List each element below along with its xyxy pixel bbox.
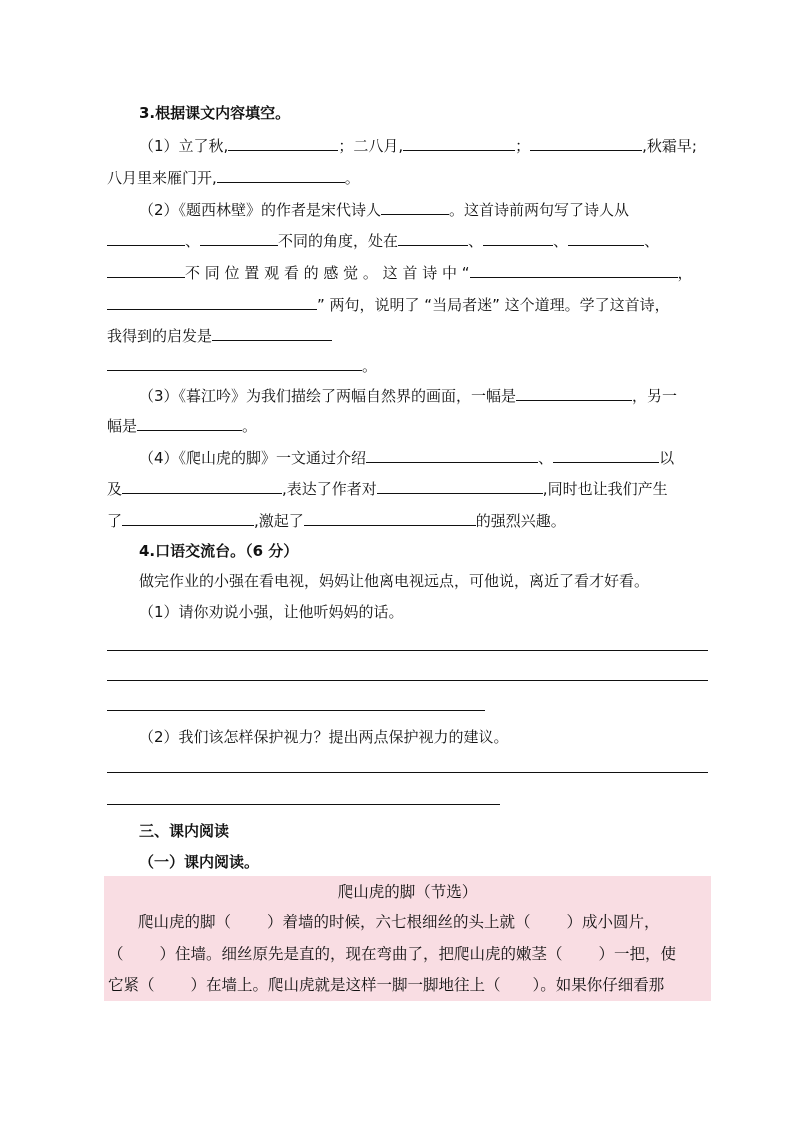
q3-item2-text-j: ” 两句，说明了 “当局者迷” 这个道理。学了这首诗， — [317, 296, 670, 314]
answer-line[interactable] — [107, 650, 708, 651]
q3-item1-text-d: ,秋霜早; — [642, 137, 697, 155]
q3-item4-line3 — [107, 510, 566, 531]
fill-blank[interactable] — [107, 355, 362, 371]
q3-item2-line4 — [107, 294, 670, 315]
fill-blank[interactable] — [228, 135, 338, 151]
q3-item4-text-h: ,激起了 — [254, 512, 304, 530]
fill-blank[interactable] — [483, 230, 553, 246]
passage-line-3-c: ）。如果你仔细看那 — [532, 976, 665, 994]
q3-item4-text-b: 、 — [538, 449, 554, 467]
q3-item4-line1 — [139, 447, 674, 468]
fill-blank[interactable] — [200, 230, 278, 246]
fill-blank[interactable] — [212, 325, 332, 341]
fill-blank[interactable] — [107, 294, 317, 310]
passage-line-1-a: 爬山虎的脚（ — [138, 913, 232, 931]
passage-line-2-a: （ — [108, 945, 124, 963]
passage-line-1-b: ）着墙的时候，六七根细丝的头上就（ — [267, 913, 531, 931]
q3-item2-text-f: 、 — [553, 232, 569, 250]
passage-line-3 — [108, 975, 664, 995]
q3-item2-text-d: 不同的角度，处在 — [278, 232, 399, 250]
q3-item1-text-c: ； — [515, 137, 531, 155]
q3-item1-text-f: 。 — [344, 169, 360, 187]
q3-item4-text-i: 的强烈兴趣。 — [475, 512, 566, 530]
q3-item4-line2 — [107, 478, 668, 499]
section3-subheading: （一）课内阅读。 — [139, 853, 260, 871]
passage-line-3-b: ）在墙上。爬山虎就是这样一脚一脚地往上（ — [190, 976, 501, 994]
section3-heading: 三、课内阅读 — [139, 822, 230, 840]
passage-line-2-b: ）住墙。细丝原先是直的，现在弯曲了，把爬山虎的嫩茎（ — [159, 945, 563, 963]
fill-blank[interactable] — [530, 135, 642, 151]
fill-blank[interactable] — [553, 447, 659, 463]
fill-blank[interactable] — [107, 262, 185, 278]
fill-blank[interactable] — [381, 199, 449, 215]
fill-blank[interactable] — [568, 230, 644, 246]
q3-item2-text-k: 我得到的启发是 — [107, 327, 213, 345]
passage-title: 爬山虎的脚（节选） — [337, 883, 478, 901]
passage-line-1-c: ）成小圆片， — [566, 913, 660, 931]
fill-blank[interactable] — [137, 415, 242, 431]
q4-intro: 做完作业的小强在看电视，妈妈让他离电视远点，可他说，离近了看才好看。 — [139, 572, 650, 590]
fill-blank[interactable] — [366, 447, 538, 463]
q3-item4-text-a: （4）《爬山虎的脚》一文通过介绍 — [139, 449, 367, 467]
fill-blank[interactable] — [470, 262, 678, 278]
q3-item1-text-a: （1）立了秋, — [139, 137, 229, 155]
q4-sub1: （1）请你劝说小强，让他听妈妈的话。 — [139, 603, 404, 621]
passage-line-2-c: ）一把，使 — [598, 945, 677, 963]
q3-item2-line3 — [107, 262, 693, 283]
fill-blank[interactable] — [122, 510, 254, 526]
passage-line-1 — [138, 912, 660, 932]
q3-item2-line1 — [139, 199, 629, 220]
q3-item2-text-g: 、 — [644, 232, 660, 250]
fill-blank[interactable] — [122, 478, 282, 494]
answer-line[interactable] — [107, 710, 485, 711]
q3-heading: 3.根据课文内容填空。 — [139, 104, 291, 122]
q3-item2-line5 — [107, 325, 332, 346]
q3-item2-text-e: 、 — [468, 232, 484, 250]
q3-item2-line6 — [107, 355, 377, 376]
fill-blank[interactable] — [398, 230, 468, 246]
q3-item3-text-b: ，另一 — [632, 387, 678, 405]
q3-item1-text-b: ；二八月, — [338, 137, 404, 155]
fill-blank[interactable] — [377, 478, 543, 494]
reading-passage-box — [104, 876, 711, 1001]
q3-item4-text-c: 以 — [659, 449, 675, 467]
fill-blank[interactable] — [403, 135, 515, 151]
q3-item2-line2 — [107, 230, 659, 251]
q3-item4-text-d: 及 — [107, 480, 123, 498]
passage-line-2 — [108, 944, 676, 964]
q3-item1-line1 — [139, 135, 697, 156]
q3-item2-text-i: ， — [677, 264, 693, 282]
fill-blank[interactable] — [304, 510, 476, 526]
q3-item4-text-f: ,同时也让我们产生 — [542, 480, 668, 498]
answer-line[interactable] — [107, 804, 500, 805]
fill-blank[interactable] — [107, 230, 185, 246]
q4-sub2: （2）我们该怎样保护视力？提出两点保护视力的建议。 — [139, 728, 509, 746]
fill-blank[interactable] — [217, 167, 345, 183]
q3-item1-line2 — [107, 167, 360, 188]
q3-item3-text-a: （3）《暮江吟》为我们描绘了两幅自然界的画面，一幅是 — [139, 387, 517, 405]
answer-line[interactable] — [107, 772, 708, 773]
q3-item4-text-e: ,表达了作者对 — [282, 480, 377, 498]
q3-item3-line2 — [107, 415, 257, 436]
q4-heading: 4.口语交流台。（6 分） — [139, 542, 299, 560]
answer-line[interactable] — [107, 680, 708, 681]
q3-item2-text-h: 不 同 位 置 观 看 的 感 觉 。 这 首 诗 中 “ — [185, 264, 470, 282]
q3-item1-text-e: 八月里来雁门开, — [107, 169, 217, 187]
q3-item3-text-d: 。 — [242, 417, 258, 435]
q3-item2-text-a: （2）《题西林壁》的作者是宋代诗人 — [139, 201, 382, 219]
passage-line-3-a: 它紧（ — [108, 976, 155, 994]
q3-item2-text-c: 、 — [185, 232, 201, 250]
fill-blank[interactable] — [516, 385, 632, 401]
q3-item4-text-g: 了 — [107, 512, 123, 530]
q3-item3-text-c: 幅是 — [107, 417, 138, 435]
q3-item2-text-b: 。这首诗前两句写了诗人从 — [449, 201, 630, 219]
q3-item2-text-l: 。 — [362, 357, 378, 375]
q3-item3-line1 — [139, 385, 677, 406]
